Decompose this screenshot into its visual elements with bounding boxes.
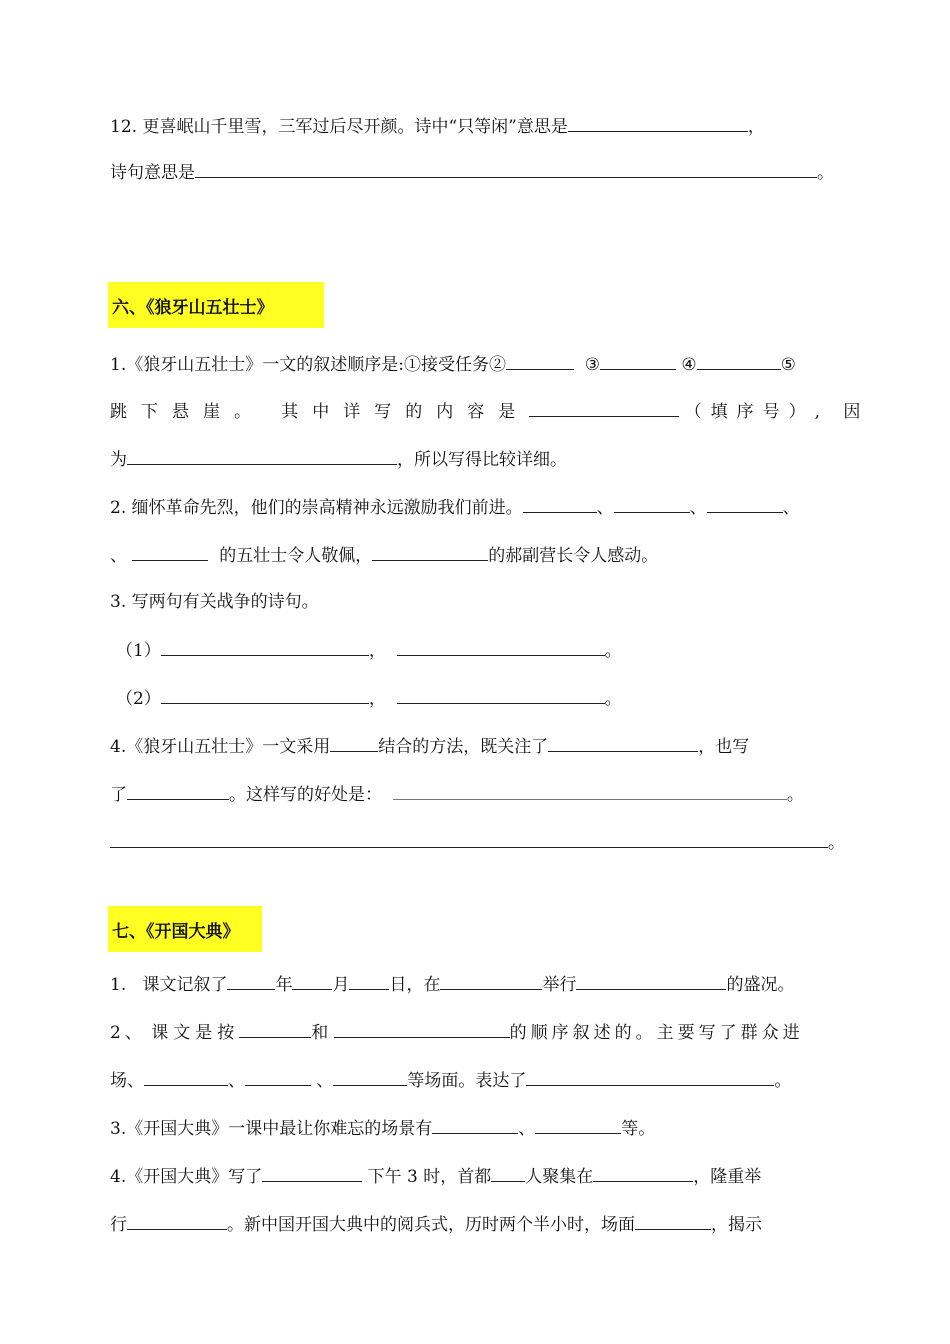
- answer-blank[interactable]: [372, 543, 488, 561]
- answer-blank[interactable]: [397, 638, 605, 656]
- question-6-1-line2: [110, 399, 869, 424]
- question-text: 等。: [621, 1119, 656, 1139]
- answer-blank[interactable]: [697, 352, 781, 370]
- answer-blank[interactable]: [535, 1116, 621, 1134]
- punctuation: ，: [368, 641, 386, 661]
- section-heading-6: [108, 282, 324, 328]
- question-text: 诗句意思是: [110, 163, 195, 183]
- answer-blank[interactable]: [239, 1020, 311, 1038]
- question-text: 。这样写的好处是：: [229, 785, 382, 805]
- question-text: 日，在: [389, 975, 441, 995]
- question-12-line2: [110, 160, 834, 185]
- question-text: 和: [311, 1023, 329, 1043]
- question-6-3-answer-1: [116, 638, 622, 663]
- answer-blank[interactable]: [635, 1212, 711, 1230]
- answer-blank[interactable]: [292, 972, 332, 990]
- answer-blank[interactable]: [334, 1020, 510, 1038]
- question-text: 举行: [542, 975, 577, 995]
- answer-blank[interactable]: [491, 1164, 525, 1182]
- question-6-2-line2: [110, 543, 658, 568]
- punctuation: 。: [604, 641, 622, 661]
- answer-blank[interactable]: [144, 1068, 228, 1086]
- answer-blank[interactable]: [576, 972, 726, 990]
- answer-blank[interactable]: [614, 495, 690, 513]
- punctuation: 。: [786, 785, 804, 805]
- question-7-4-line2: [110, 1212, 762, 1237]
- punctuation: ，: [747, 117, 765, 137]
- answer-blank[interactable]: [127, 1212, 227, 1230]
- question-text: 4.《开国大典》写了: [110, 1167, 263, 1187]
- answer-blank[interactable]: [262, 1164, 362, 1182]
- separator: 、: [596, 498, 614, 518]
- circled-5: ⑤: [780, 355, 796, 375]
- separator: 、: [782, 498, 800, 518]
- answer-blank[interactable]: [110, 830, 828, 848]
- answer-blank[interactable]: [161, 686, 369, 704]
- punctuation: ，: [368, 689, 386, 709]
- question-text: 人聚集在: [525, 1167, 594, 1187]
- separator: 、: [228, 1071, 245, 1091]
- answer-blank[interactable]: [568, 114, 748, 132]
- item-number: 2、: [110, 1023, 146, 1043]
- question-text: 结合的方法，既关注了: [378, 737, 549, 757]
- question-6-3-answer-2: [116, 686, 622, 711]
- question-text: 下午 3 时，首都: [367, 1167, 492, 1187]
- separator: 、: [689, 498, 707, 518]
- question-text: ，也写: [698, 737, 750, 757]
- question-text: 等场面。表达了: [407, 1071, 527, 1091]
- question-text: 的盛况。: [726, 975, 795, 995]
- punctuation: 。: [817, 163, 834, 183]
- answer-blank[interactable]: [707, 495, 783, 513]
- question-text: 2. 缅怀革命先烈，他们的崇高精神永远激励我们前进。: [110, 498, 523, 518]
- question-text: 的五壮士令人敬佩，: [219, 546, 373, 566]
- answer-blank[interactable]: [529, 399, 679, 417]
- question-text: 行: [110, 1215, 127, 1235]
- answer-blank[interactable]: [506, 352, 574, 370]
- punctuation: 。: [828, 833, 845, 853]
- question-text: 了: [110, 785, 127, 805]
- question-text: 月: [332, 975, 350, 995]
- question-text: 场、: [110, 1071, 144, 1091]
- question-7-4-line1: [110, 1164, 761, 1189]
- section-heading-7: [108, 906, 262, 952]
- question-text: 12. 更喜岷山千里雪，三军过后尽开颜。诗中“只等闲”意思是: [110, 117, 568, 137]
- answer-blank[interactable]: [132, 543, 208, 561]
- answer-blank[interactable]: [526, 1068, 774, 1086]
- question-text: ，揭示: [711, 1215, 762, 1235]
- question-text: 的郝副营长令人感动。: [488, 546, 659, 566]
- answer-blank[interactable]: [349, 972, 389, 990]
- question-7-2-line1: [110, 1020, 804, 1045]
- question-text: 其中详写的内容是: [281, 402, 530, 422]
- question-text: （填序号）, 因: [684, 402, 870, 422]
- question-text: ，隆重举: [693, 1167, 762, 1187]
- question-6-3: [110, 590, 319, 614]
- answer-blank[interactable]: [127, 447, 397, 465]
- answer-blank[interactable]: [227, 972, 275, 990]
- question-6-1-line1: [110, 352, 796, 377]
- question-text: 4.《狼牙山五壮士》一文采用: [110, 737, 331, 757]
- circled-3: ③: [584, 355, 601, 375]
- question-text: 的顺序叙述的。主要写了群众进: [509, 1023, 804, 1043]
- answer-blank[interactable]: [245, 1068, 311, 1086]
- question-text: 。新中国开国大典中的阅兵式，历时两个半小时，场面: [227, 1215, 635, 1235]
- heading-text: 七、《开国大典》: [112, 921, 240, 942]
- answer-blank[interactable]: [127, 782, 229, 800]
- separator: 、: [110, 546, 127, 566]
- question-text: 年: [275, 975, 293, 995]
- question-text: 3.《开国大典》一课中最让你难忘的场景有: [110, 1119, 433, 1139]
- question-text: 课文记叙了: [142, 975, 228, 995]
- punctuation: 。: [604, 689, 622, 709]
- question-text: 跳下悬崖。: [110, 402, 265, 422]
- answer-blank[interactable]: [432, 1116, 518, 1134]
- item-number: 1.: [110, 975, 127, 995]
- answer-blank[interactable]: [523, 495, 597, 513]
- question-text: 为: [110, 450, 127, 470]
- question-6-4-line1: [110, 734, 749, 759]
- question-text: 课文是按: [151, 1023, 240, 1043]
- question-6-4-line2: [110, 782, 804, 807]
- answer-blank[interactable]: [333, 1068, 407, 1086]
- heading-text: 六、《狼牙山五壮士》: [112, 297, 274, 318]
- item-number: （1）: [116, 641, 161, 661]
- circled-4: ④: [681, 355, 697, 375]
- answer-blank[interactable]: [161, 638, 369, 656]
- question-7-1: [110, 972, 794, 997]
- question-6-2-line1: [110, 495, 800, 520]
- item-number: （2）: [116, 689, 161, 709]
- answer-blank[interactable]: [593, 1164, 693, 1182]
- question-text: 1.《狼牙山五壮士》一文的叙述顺序是:①接受任务②: [110, 355, 506, 375]
- answer-blank[interactable]: [330, 734, 378, 752]
- question-text: 3. 写两句有关战争的诗句。: [110, 592, 319, 612]
- answer-blank[interactable]: [195, 160, 817, 178]
- question-6-1-line3: [110, 447, 567, 472]
- answer-blank[interactable]: [548, 734, 698, 752]
- answer-blank[interactable]: [397, 686, 605, 704]
- answer-blank[interactable]: [393, 782, 787, 800]
- answer-blank[interactable]: [440, 972, 542, 990]
- question-7-3: [110, 1116, 655, 1141]
- punctuation: 。: [774, 1071, 792, 1091]
- question-6-4-line3: [110, 830, 845, 855]
- answer-blank[interactable]: [600, 352, 676, 370]
- question-text: ，所以写得比较详细。: [397, 450, 567, 470]
- separator: 、: [316, 1071, 334, 1091]
- separator: 、: [518, 1119, 536, 1139]
- question-7-2-line2: [110, 1068, 791, 1093]
- question-12-line1: [110, 114, 765, 139]
